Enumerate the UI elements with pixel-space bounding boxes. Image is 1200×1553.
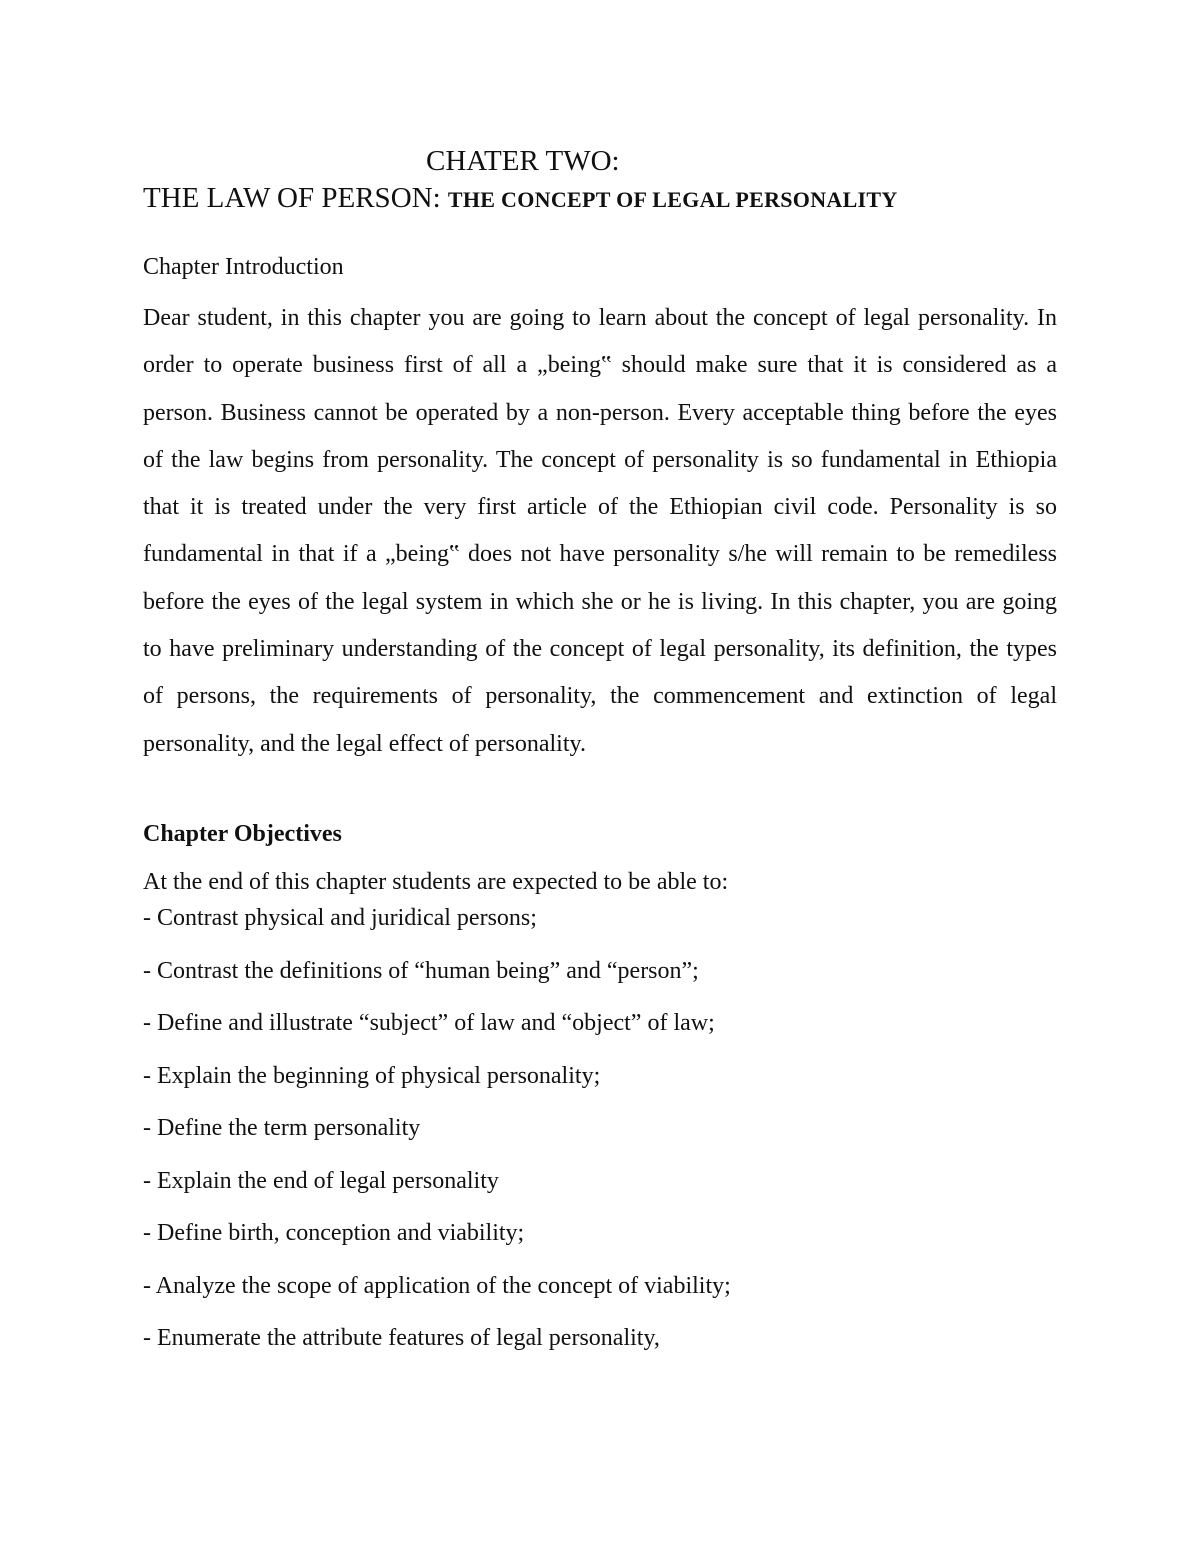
introduction-heading: Chapter Introduction (143, 254, 344, 280)
chapter-title (143, 180, 898, 218)
chapter-number: CHATER TWO: (426, 145, 620, 177)
objective-item: - Explain the beginning of physical personality; (143, 1062, 601, 1089)
introduction-paragraph: Dear student, in this chapter you are going to learn about the concept of legal personality. In order to operate business first of all a „being‟ should make sure that it is considered as a person. Business cannot be operated by a non-person. Every acceptable thing before the eyes of the law begins from personality. The concept of personality is so fundamental in Ethiopia that it is treated under the very first article of the Ethiopian civil code. Personality is so fundamental in that if a „being‟ does not have personality s/he will remain to be remediless before the eyes of the legal system in which she or he is living. In this chapter, you are going to have preliminary understanding of the concept of legal personality, its definition, the types of persons, the requirements of personality, the commencement and extinction of legal personality, and the legal effect of personality. (143, 305, 1057, 757)
chapter-title-main: THE LAW OF PERSON: (143, 182, 448, 214)
objectives-lead: At the end of this chapter students are expected to be able to: (143, 869, 729, 895)
objective-item: - Contrast the definitions of “human being” and “person”; (143, 957, 699, 984)
objective-item: - Define the term personality (143, 1115, 421, 1141)
objectives-list (143, 902, 731, 1354)
chapter-title-subtitle: THE CONCEPT OF LEGAL PERSONALITY (447, 187, 898, 212)
objective-item: - Enumerate the attribute features of legal personality, (143, 1325, 660, 1351)
objective-item: - Define and illustrate “subject” of law and “object” of law; (143, 1010, 715, 1036)
objectives-heading: Chapter Objectives (143, 821, 342, 847)
objective-item: - Define birth, conception and viability; (143, 1220, 525, 1246)
objective-item: - Explain the end of legal personality (143, 1167, 499, 1194)
objective-item: - Contrast physical and juridical persons; (143, 905, 537, 931)
objective-item: - Analyze the scope of application of the concept of viability; (143, 1272, 731, 1299)
